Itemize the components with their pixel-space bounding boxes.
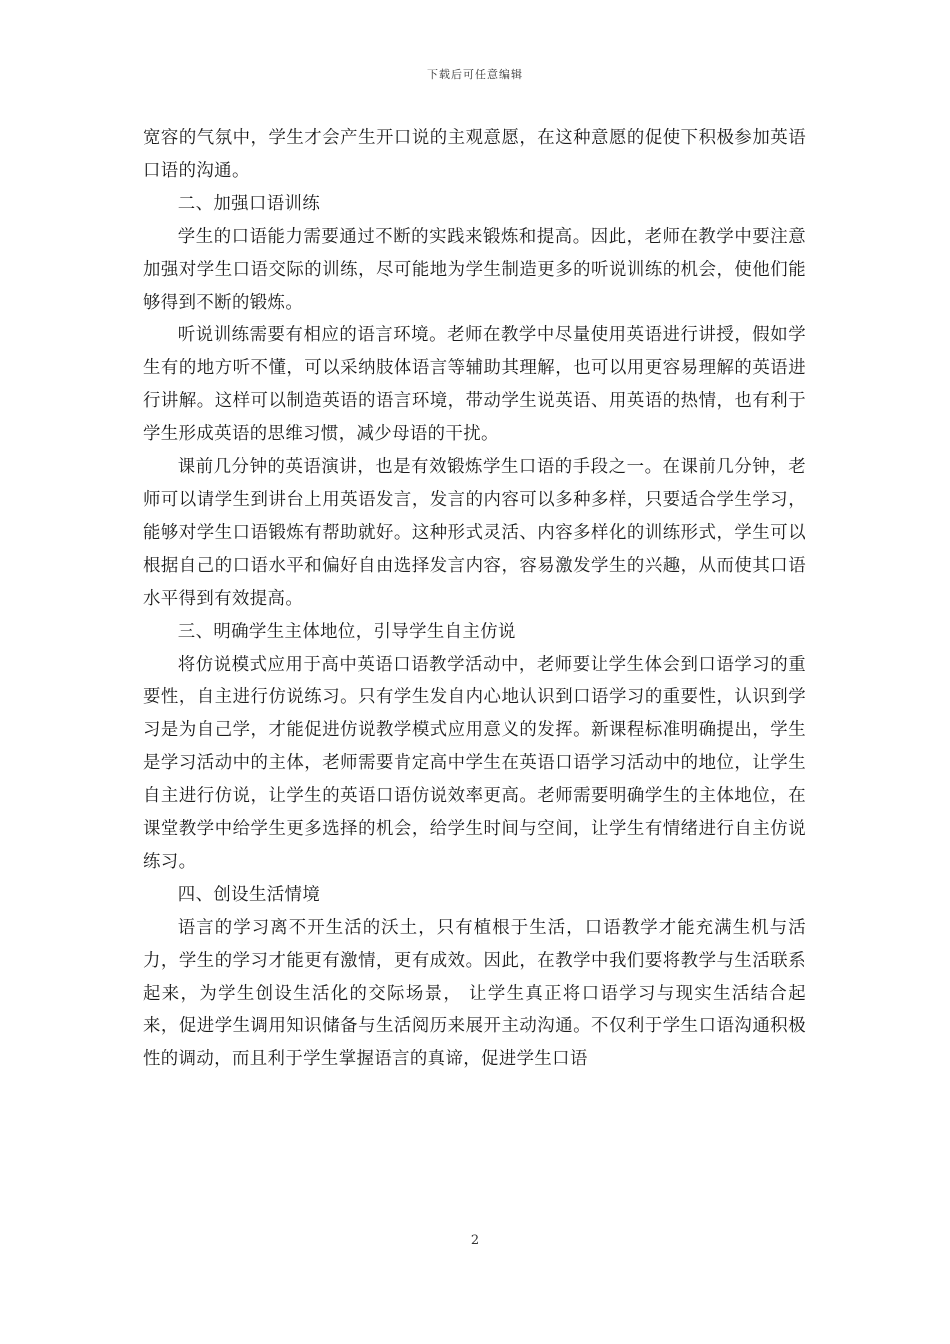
paragraph: 将仿说模式应用于高中英语口语教学活动中，老师要让学生体会到口语学习的重要性，自主进行仿说练习。只有学生发自内心地认识到口语学习的重要性，认识到学习是为自己学，才能促进仿说教学模式应用意义的发挥。新课程标准明确提出，学生是学习活动中的主体，老师需要肯定高中学生在英语口语学习活动中的地位，让学生自主进行仿说，让学生的英语口语仿说效率更高。老师需要明确学生的主体地位，在课堂教学中给学生更多选择的机会，给学生时间与空间，让学生有情绪进行自主仿说练习。 <box>143 654 806 872</box>
section-heading-3: 三、明确学生主体地位，引导学生自主仿说 <box>177 621 516 642</box>
page-number: 2 <box>470 1233 480 1248</box>
section-heading-2: 二、加强口语训练 <box>177 193 321 214</box>
paragraph: 学生的口语能力需要通过不断的实践来锻炼和提高。因此，老师在教学中要注意加强对学生口语交际的训练，尽可能地为学生制造更多的听说训练的机会，使他们能够得到不断的锻炼。 <box>143 226 806 313</box>
section-heading-4: 四、创设生活情境 <box>177 884 321 905</box>
paragraph: 语言的学习离不开生活的沃土，只有植根于生活，口语教学才能充满生机与活力，学生的学习才能更有激情，更有成效。因此，在教学中我们要将教学与生活联系起来，为学生创设生活化的交际场景， 让学生真正将口语学习与现实生活结合起来，促进学生调用知识储备与生活阅历来展开主动沟通。不仅利于学生口语沟通积极性的调动，而且利于学生掌握语言的真谛，促进学生口语 <box>143 917 806 1070</box>
paragraph: 听说训练需要有相应的语言环境。老师在教学中尽量使用英语进行讲授，假如学生有的地方听不懂，可以采纳肢体语言等辅助其理解，也可以用更容易理解的英语进行讲解。这样可以制造英语的语言环境，带动学生说英语、用英语的热情，也有利于学生形成英语的思维习惯，减少母语的干扰。 <box>143 325 806 445</box>
page-header: 下载后可任意编辑 <box>427 68 523 81</box>
document-body <box>143 122 806 1076</box>
paragraph: 课前几分钟的英语演讲，也是有效锻炼学生口语的手段之一。在课前几分钟，老师可以请学生到讲台上用英语发言，发言的内容可以多种多样，只要适合学生学习，能够对学生口语锻炼有帮助就好。这种形式灵活、内容多样化的训练形式，学生可以根据自己的口语水平和偏好自由选择发言内容，容易激发学生的兴趣，从而使其口语水平得到有效提高。 <box>143 457 806 609</box>
paragraph-continued: 宽容的气氛中，学生才会产生开口说的主观意愿，在这种意愿的促使下积极参加英语口语的沟通。 <box>143 128 806 181</box>
